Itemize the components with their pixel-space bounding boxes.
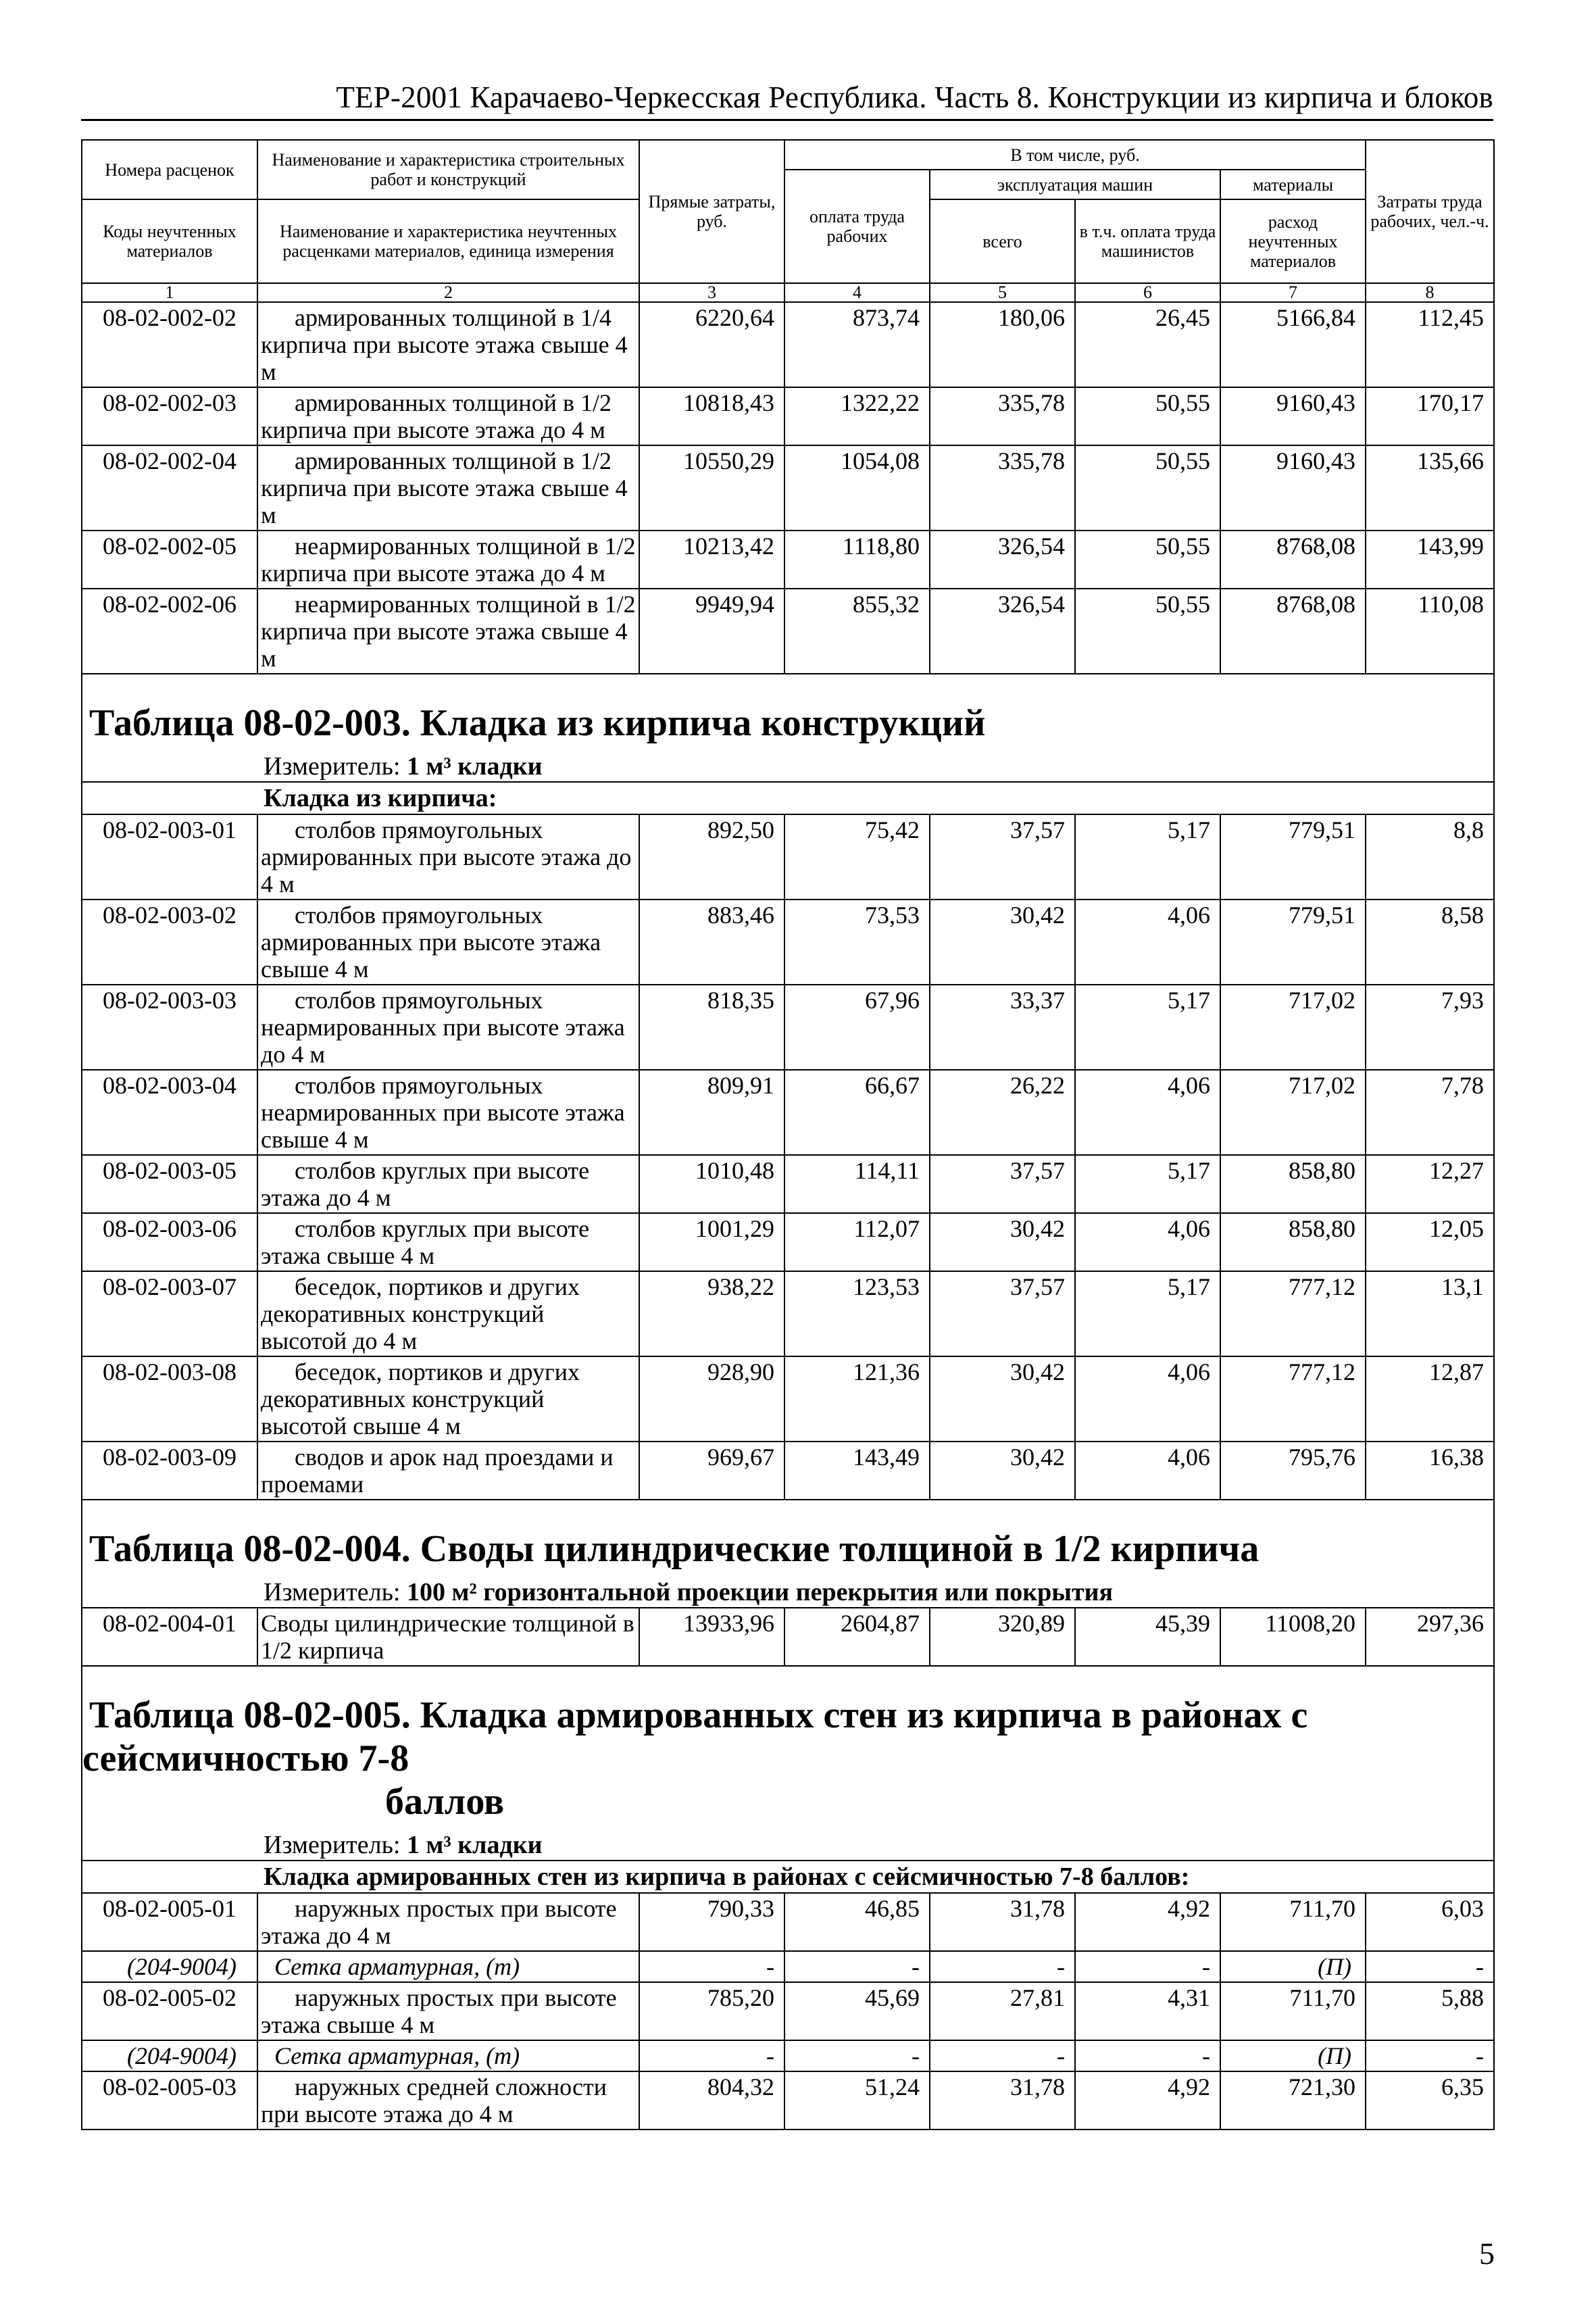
table-row [82, 302, 1494, 387]
machinists-value: 5,17 [1075, 1155, 1220, 1213]
machines-value: 335,78 [930, 445, 1075, 531]
header-machines: эксплуатация машин [930, 170, 1220, 199]
rate-description: беседок, портиков и других декоративных конструкций высотой до 4 м [257, 1271, 639, 1356]
header-rule [81, 119, 1493, 121]
rate-code: 08-02-002-03 [82, 387, 257, 445]
wages-value: 66,67 [784, 1070, 930, 1155]
rate-description: неармированных толщиной в 1/2 кирпича при высоте этажа до 4 м [257, 531, 639, 589]
table-row [82, 1442, 1494, 1500]
wages-value: 75,42 [784, 814, 930, 900]
rate-description: столбов круглых при высоте этажа до 4 м [257, 1155, 639, 1213]
direct-costs-value: 785,20 [639, 1982, 784, 2040]
machinists-value: 4,06 [1075, 1356, 1220, 1442]
machines-value: 37,57 [930, 1155, 1075, 1213]
machinists-value: 50,55 [1075, 445, 1220, 531]
labor-value: 170,17 [1366, 387, 1494, 445]
materials-value: 777,12 [1220, 1271, 1366, 1356]
table-row [82, 814, 1494, 900]
direct-costs-value: 804,32 [639, 2071, 784, 2130]
wages-value: 114,11 [784, 1155, 930, 1213]
rate-code: 08-02-003-07 [82, 1271, 257, 1356]
direct-costs-value: 1010,48 [639, 1155, 784, 1213]
wages-value: 123,53 [784, 1271, 930, 1356]
column-number: 1 [82, 283, 257, 302]
table-row [82, 387, 1494, 445]
material-code: (204-9004) [82, 2040, 257, 2071]
header-direct-costs: Прямые затраты, руб. [639, 140, 784, 283]
machinists-value: 4,06 [1075, 1213, 1220, 1271]
rate-description: столбов прямоугольных неармированных при высоте этажа свыше 4 м [257, 1070, 639, 1155]
header-including: В том числе, руб. [784, 140, 1366, 170]
direct-costs-value: 13933,96 [639, 1608, 784, 1666]
wages-value: 873,74 [784, 302, 930, 387]
rate-code: 08-02-002-02 [82, 302, 257, 387]
unit-label: Измеритель: [264, 752, 407, 781]
rate-description: неармированных толщиной в 1/2 кирпича при высоте этажа свыше 4 м [257, 589, 639, 674]
header-unaccounted-codes: Коды неучтенных материалов [82, 199, 257, 283]
rate-description: столбов прямоугольных неармированных при высоте этажа до 4 м [257, 985, 639, 1070]
rate-description: армированных толщиной в 1/2 кирпича при высоте этажа до 4 м [257, 387, 639, 445]
machinists-value: 50,55 [1075, 531, 1220, 589]
machinists-value: 4,31 [1075, 1982, 1220, 2040]
labor-value: 12,05 [1366, 1213, 1494, 1271]
header-wages: оплата труда рабочих [784, 170, 930, 283]
labor-value: 7,78 [1366, 1070, 1494, 1155]
wages-value: 1118,80 [784, 531, 930, 589]
rate-code: 08-02-002-05 [82, 531, 257, 589]
rate-code: 08-02-003-06 [82, 1213, 257, 1271]
rate-description: Своды цилиндрические толщиной в 1/2 кирпича [257, 1608, 639, 1666]
table-row [82, 1356, 1494, 1442]
labor-value: 112,45 [1366, 302, 1494, 387]
machinists-value: 50,55 [1075, 387, 1220, 445]
rate-description: наружных средней сложности при высоте этажа до 4 м [257, 2071, 639, 2130]
materials-value: 717,02 [1220, 1070, 1366, 1155]
materials-value: 779,51 [1220, 814, 1366, 900]
labor-value: 143,99 [1366, 531, 1494, 589]
machines-value: 33,37 [930, 985, 1075, 1070]
labor-value: 6,35 [1366, 2071, 1494, 2130]
labor-value: 16,38 [1366, 1442, 1494, 1500]
table-row [82, 1271, 1494, 1356]
machines-value: 31,78 [930, 1893, 1075, 1951]
rate-code: 08-02-002-06 [82, 589, 257, 674]
table-row [82, 900, 1494, 985]
materials-value: 711,70 [1220, 1893, 1366, 1951]
section-heading: Кладка из кирпича: [82, 782, 1494, 814]
table-row [82, 2071, 1494, 2130]
machines-value: 30,42 [930, 900, 1075, 985]
header-labor-costs: Затраты труда рабочих, чел.-ч. [1366, 140, 1494, 283]
machines-value: 30,42 [930, 1442, 1075, 1500]
machines-value: 37,57 [930, 1271, 1075, 1356]
materials-value: 858,80 [1220, 1213, 1366, 1271]
direct-costs-value: 892,50 [639, 814, 784, 900]
wages-value: 45,69 [784, 1982, 930, 2040]
wages-value: 73,53 [784, 900, 930, 985]
labor-value: 8,8 [1366, 814, 1494, 900]
machines-value: 180,06 [930, 302, 1075, 387]
labor-value: 12,27 [1366, 1155, 1494, 1213]
table-title-text: Таблица 08-02-003. Кладка из кирпича конструкций [89, 702, 986, 744]
rate-code: 08-02-005-01 [82, 1893, 257, 1951]
wages-value: 855,32 [784, 589, 930, 674]
materials-value: 858,80 [1220, 1155, 1366, 1213]
page-header: ТЕР-2001 Карачаево-Черкесская Республика. Часть 8. Конструкции из кирпича и блоков [336, 80, 1493, 114]
labor-value: 7,93 [1366, 985, 1494, 1070]
machinists-value: 4,06 [1075, 1070, 1220, 1155]
machines-value: 26,22 [930, 1070, 1075, 1155]
column-number: 2 [257, 283, 639, 302]
material-mark: (П) [1220, 1951, 1366, 1982]
rate-code: 08-02-003-03 [82, 985, 257, 1070]
unit-of-measure [82, 745, 1494, 782]
unit-value: 100 м² горизонтальной проекции перекрытия или покрытия [407, 1578, 1114, 1606]
machinists-value: 5,17 [1075, 985, 1220, 1070]
unit-label: Измеритель: [264, 1578, 407, 1606]
machines-value: 37,57 [930, 814, 1075, 900]
labor-value: 13,1 [1366, 1271, 1494, 1356]
column-number: 8 [1366, 283, 1494, 302]
rates-table [81, 139, 1495, 2130]
machinists-value: 50,55 [1075, 589, 1220, 674]
wages-value: 67,96 [784, 985, 930, 1070]
rate-code: 08-02-003-04 [82, 1070, 257, 1155]
labor-value: 5,88 [1366, 1982, 1494, 2040]
machines-value: 335,78 [930, 387, 1075, 445]
rate-code: 08-02-005-03 [82, 2071, 257, 2130]
material-code: (204-9004) [82, 1951, 257, 1982]
table-row [82, 1213, 1494, 1271]
machinists-value: 4,92 [1075, 1893, 1220, 1951]
machines-value: 31,78 [930, 2071, 1075, 2130]
dash-value: - [1366, 1951, 1494, 1982]
direct-costs-value: 790,33 [639, 1893, 784, 1951]
direct-costs-value: 6220,64 [639, 302, 784, 387]
table-row [82, 589, 1494, 674]
section-heading: Кладка армированных стен из кирпича в районах с сейсмичностью 7-8 баллов: [82, 1861, 1494, 1893]
dash-value: - [1366, 2040, 1494, 2071]
column-number: 6 [1075, 283, 1220, 302]
rate-description: наружных простых при высоте этажа свыше 4 м [257, 1982, 639, 2040]
labor-value: 110,08 [1366, 589, 1494, 674]
rate-code: 08-02-004-01 [82, 1608, 257, 1666]
table-title [82, 1666, 1494, 1823]
rate-description: столбов круглых при высоте этажа свыше 4 м [257, 1213, 639, 1271]
header-materials-consumption: расход неучтенных материалов [1220, 199, 1366, 283]
direct-costs-value: 9949,94 [639, 589, 784, 674]
machinists-value: 45,39 [1075, 1608, 1220, 1666]
header-machinists-wages: в т.ч. оплата труда машинистов [1075, 199, 1220, 283]
rate-code: 08-02-003-01 [82, 814, 257, 900]
table-title-text: Таблица 08-02-004. Своды цилиндрические толщиной в 1/2 кирпича [89, 1528, 1260, 1570]
direct-costs-value: 969,67 [639, 1442, 784, 1500]
dash-value: - [784, 2040, 930, 2071]
unit-label: Измеритель: [264, 1831, 407, 1859]
machines-value: 30,42 [930, 1356, 1075, 1442]
header-machines-total: всего [930, 199, 1075, 283]
materials-value: 777,12 [1220, 1356, 1366, 1442]
table-row [82, 1070, 1494, 1155]
direct-costs-value: 1001,29 [639, 1213, 784, 1271]
materials-value: 8768,08 [1220, 589, 1366, 674]
wages-value: 2604,87 [784, 1608, 930, 1666]
unit-of-measure [82, 1571, 1494, 1608]
header-work-name: Наименование и характеристика строительных работ и конструкций [257, 140, 639, 199]
dash-value: - [1075, 1951, 1220, 1982]
materials-value: 8768,08 [1220, 531, 1366, 589]
machinists-value: 26,45 [1075, 302, 1220, 387]
materials-value: 5166,84 [1220, 302, 1366, 387]
rate-code: 08-02-005-02 [82, 1982, 257, 2040]
rate-code: 08-02-002-04 [82, 445, 257, 531]
machinists-value: 5,17 [1075, 814, 1220, 900]
header-unaccounted-materials: Наименование и характеристика неучтенных расценками материалов, единица измерения [257, 199, 639, 283]
materials-value: 779,51 [1220, 900, 1366, 985]
header-rates-numbers: Номера расценок [82, 140, 257, 199]
machinists-value: 4,06 [1075, 1442, 1220, 1500]
machines-value: 27,81 [930, 1982, 1075, 2040]
direct-costs-value: 818,35 [639, 985, 784, 1070]
wages-value: 112,07 [784, 1213, 930, 1271]
material-row [82, 1951, 1494, 1982]
rate-code: 08-02-003-09 [82, 1442, 257, 1500]
column-number: 7 [1220, 283, 1366, 302]
machinists-value: 5,17 [1075, 1271, 1220, 1356]
direct-costs-value: 938,22 [639, 1271, 784, 1356]
direct-costs-value: 10818,43 [639, 387, 784, 445]
machines-value: 326,54 [930, 589, 1075, 674]
material-mark: (П) [1220, 2040, 1366, 2071]
wages-value: 46,85 [784, 1893, 930, 1951]
labor-value: 12,87 [1366, 1356, 1494, 1442]
material-description: Сетка арматурная, (т) [257, 1951, 639, 1982]
materials-value: 9160,43 [1220, 445, 1366, 531]
page-number: 5 [1479, 2236, 1495, 2271]
dash-value: - [784, 1951, 930, 1982]
column-number: 5 [930, 283, 1075, 302]
rate-description: армированных толщиной в 1/2 кирпича при высоте этажа свыше 4 м [257, 445, 639, 531]
direct-costs-value: 10213,42 [639, 531, 784, 589]
direct-costs-value: 883,46 [639, 900, 784, 985]
table-row [82, 985, 1494, 1070]
rate-description: столбов прямоугольных армированных при высоте этажа до 4 м [257, 814, 639, 900]
rate-description: столбов прямоугольных армированных при высоте этажа свыше 4 м [257, 900, 639, 985]
table-title [82, 1500, 1494, 1571]
labor-value: 297,36 [1366, 1608, 1494, 1666]
dash-value: - [930, 1951, 1075, 1982]
machinists-value: 4,92 [1075, 2071, 1220, 2130]
unit-of-measure [82, 1823, 1494, 1861]
machines-value: 320,89 [930, 1608, 1075, 1666]
materials-value: 717,02 [1220, 985, 1366, 1070]
materials-value: 9160,43 [1220, 387, 1366, 445]
header-materials: материалы [1220, 170, 1366, 199]
wages-value: 1322,22 [784, 387, 930, 445]
labor-value: 6,03 [1366, 1893, 1494, 1951]
machinists-value: 4,06 [1075, 900, 1220, 985]
materials-value: 721,30 [1220, 2071, 1366, 2130]
table-row [82, 445, 1494, 531]
rate-description: сводов и арок над проездами и проемами [257, 1442, 639, 1500]
machines-value: 30,42 [930, 1213, 1075, 1271]
rate-description: армированных толщиной в 1/4 кирпича при высоте этажа свыше 4 м [257, 302, 639, 387]
dash-value: - [1075, 2040, 1220, 2071]
table-title [82, 674, 1494, 745]
materials-value: 11008,20 [1220, 1608, 1366, 1666]
dash-value: - [639, 1951, 784, 1982]
rate-code: 08-02-003-02 [82, 900, 257, 985]
labor-value: 8,58 [1366, 900, 1494, 985]
unit-value: 1 м³ кладки [407, 752, 543, 781]
machines-value: 326,54 [930, 531, 1075, 589]
wages-value: 143,49 [784, 1442, 930, 1500]
table-row [82, 1982, 1494, 2040]
wages-value: 121,36 [784, 1356, 930, 1442]
table-row [82, 1893, 1494, 1951]
dash-value: - [930, 2040, 1075, 2071]
unit-value: 1 м³ кладки [407, 1831, 543, 1859]
table-title-line2: баллов [385, 1781, 505, 1823]
material-description: Сетка арматурная, (т) [257, 2040, 639, 2071]
rate-description: беседок, портиков и других декоративных конструкций высотой свыше 4 м [257, 1356, 639, 1442]
dash-value: - [639, 2040, 784, 2071]
table-title-line1: Таблица 08-02-005. Кладка армированных стен из кирпича в районах с сейсмичностью 7-8 [82, 1694, 1308, 1779]
column-number: 4 [784, 283, 930, 302]
wages-value: 51,24 [784, 2071, 930, 2130]
rate-description: наружных простых при высоте этажа до 4 м [257, 1893, 639, 1951]
materials-value: 711,70 [1220, 1982, 1366, 2040]
rate-code: 08-02-003-05 [82, 1155, 257, 1213]
rate-code: 08-02-003-08 [82, 1356, 257, 1442]
direct-costs-value: 809,91 [639, 1070, 784, 1155]
labor-value: 135,66 [1366, 445, 1494, 531]
table-row [82, 531, 1494, 589]
table-row [82, 1608, 1494, 1666]
column-number: 3 [639, 283, 784, 302]
direct-costs-value: 928,90 [639, 1356, 784, 1442]
wages-value: 1054,08 [784, 445, 930, 531]
table-row [82, 1155, 1494, 1213]
direct-costs-value: 10550,29 [639, 445, 784, 531]
material-row [82, 2040, 1494, 2071]
materials-value: 795,76 [1220, 1442, 1366, 1500]
